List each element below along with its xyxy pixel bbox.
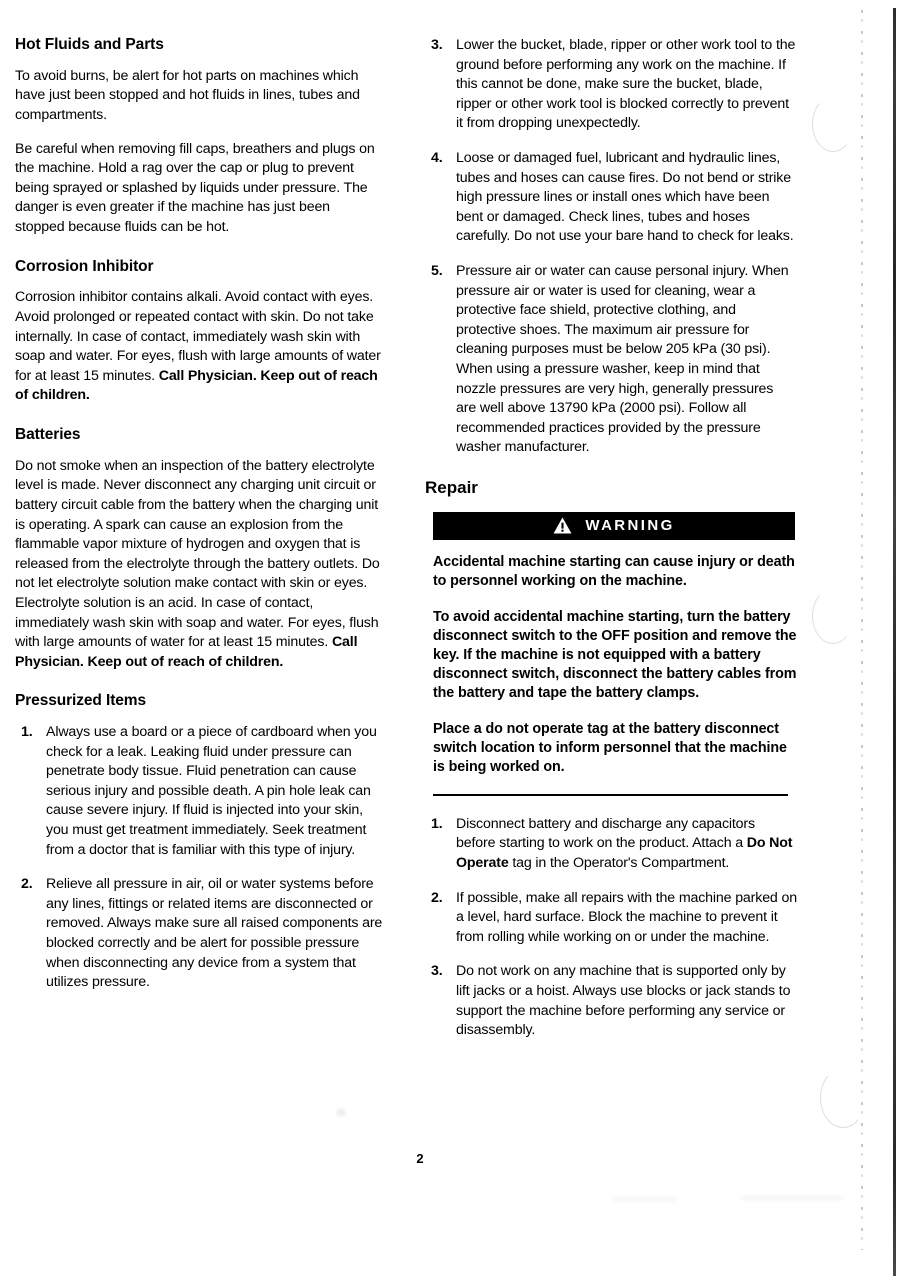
scan-arc-artifact [812, 96, 854, 152]
paragraph-hot-fluids-1: To avoid burns, be alert for hot parts on machines which have just been stopped and hot fluids in lines, tubes and compartments. [15, 67, 360, 123]
list-item-text: Always use a board or a piece of cardboard when you check for a leak. Leaking fluid under pressure can penetrate body tissue. Fluid penetration can cause serious injury and possible death. A pin hole leak can cause severe injury. If fluid is injected into your skin, you must get treatment immediately. Seek treatment from a doctor that is familiar with this type of injury. [46, 724, 377, 858]
warning-tag-notice: Place a do not operate tag at the battery disconnect switch location to inform personnel that the machine is being worked on. [433, 720, 787, 775]
section-hot-fluids-and-parts [15, 36, 383, 238]
warning-banner [433, 512, 795, 540]
batteries-text-lead: Do not smoke when an inspection of the battery electrolyte level is made. Never disconnect any charging unit circuit or battery circuit cable from the battery when the charging unit is operating. A spark can cause an explosion from the flammable vapor mixture of hydrogen and oxygen that is released from the electrolyte through the battery outlets. Do not let electrolyte solution make contact with skin or eyes. Electrolyte solution is an acid. In case of contact, immediately wash skin with soap and water. For eyes, flush with large amounts of water for at least 15 minutes. [15, 457, 380, 651]
scan-speckle-artifact [861, 10, 863, 1250]
list-item-text-after: tag in the Operator's Compartment. [508, 855, 730, 872]
list-item-text: Loose or damaged fuel, lubricant and hydraulic lines, tubes and hoses can cause fires. Do not bend or strike high pressure lines or install ones which have been bent or damaged. Check lines, tubes and hoses carefully. Do not use your bare hand to check for leaks. [456, 149, 794, 245]
scan-edge-artifact [893, 8, 896, 1276]
warning-triangle-icon [553, 517, 572, 534]
list-item-number: 3. [431, 963, 443, 980]
paragraph-batteries [15, 457, 383, 673]
list-item-text-emphasis: Do Not Operate [456, 835, 793, 872]
list-item-number: 1. [21, 724, 33, 741]
list-item-text-before: Do not work on any machine that is supported only by lift jacks or a hoist. Always use blocks or jack stands to support the machine before performing any service or disassembly. [456, 963, 791, 1039]
list-item-number: 5. [431, 262, 443, 279]
list-item-number: 4. [431, 149, 443, 166]
list-item-number: 1. [431, 815, 443, 832]
heading-hot-fluids-and-parts: Hot Fluids and Parts [15, 36, 164, 53]
warning-instruction: To avoid accidental machine starting, turn the battery disconnect switch to the OFF position and remove the key. If the machine is not equipped with a battery disconnect switch, disconnect the battery cables from the battery and tape the battery clamps. [433, 608, 797, 701]
list-item [425, 36, 797, 134]
warning-label: WARNING [585, 517, 675, 535]
heading-batteries: Batteries [15, 425, 81, 443]
list-item-number: 3. [431, 37, 443, 53]
corrosion-text-lead: Corrosion inhibitor contains alkali. Avoid contact with eyes. Avoid prolonged or repeated contact with skin. Do not take internally. In case of contact, immediately wash skin with soap and water. For eyes, flush with large amounts of water for at least 15 minutes. [15, 289, 381, 384]
paragraph-hot-fluids-2: Be careful when removing fill caps, breathers and plugs on the machine. Hold a rag over the cap or plug to prevent being sprayed or splashed by liquids under pressure. The danger is even greater if the machine has just been stopped because fluids can be hot. [15, 140, 375, 235]
list-item [15, 875, 383, 993]
scan-smudge-artifact [612, 1198, 678, 1201]
heading-pressurized-items: Pressurized Items [15, 692, 146, 710]
list-item-number: 2. [431, 889, 443, 906]
pressurized-items-list [15, 723, 383, 993]
list-item [425, 962, 797, 1040]
section-batteries [15, 426, 383, 672]
right-column [425, 36, 797, 1041]
left-column [15, 36, 383, 993]
heading-corrosion-inhibitor: Corrosion Inhibitor [15, 257, 154, 275]
list-item [15, 723, 383, 860]
scan-speck-artifact [336, 1108, 346, 1117]
scan-smudge-artifact [742, 1196, 842, 1200]
list-item-number: 2. [21, 876, 33, 893]
warning-statement: Accidental machine starting can cause injury or death to personnel working on the machine. [433, 553, 795, 589]
list-item-text-before: Disconnect battery and discharge any capacitors before starting to work on the product. Attach a [456, 815, 755, 852]
scan-arc-artifact [812, 588, 854, 644]
corrosion-text-emphasis: Call Physician. Keep out of reach of children. [15, 367, 378, 404]
page-number: 2 [416, 1151, 424, 1166]
heading-repair: Repair [425, 477, 478, 497]
section-corrosion-inhibitor [15, 258, 383, 406]
section-divider [433, 794, 788, 796]
list-item [425, 262, 797, 458]
list-item [425, 889, 797, 948]
pressurized-items-list-continued [425, 36, 797, 458]
repair-steps-list [425, 815, 797, 1041]
list-item-text: Pressure air or water can cause personal injury. When pressure air or water is used for cleaning, wear a protective face shield, protective clothing, and protective shoes. The maximum air pressure for cleaning purposes must be below 205 kPa (30 psi). When using a pressure washer, keep in mind that nozzle pressures are very high, generally pressures are well above 13790 kPa (2000 psi). Follow all recommended practices provided by the pressure washer manufacturer. [456, 262, 789, 456]
list-item [425, 815, 797, 874]
list-item [425, 149, 797, 247]
list-item-text-before: If possible, make all repairs with the machine parked on a level, hard surface. Block the machine to prevent it from rolling while working on or under the machine. [456, 889, 797, 945]
list-item-text: Relieve all pressure in air, oil or water systems before any lines, fittings or related items are disconnected or removed. Always make sure all raised components are blocked correctly and be alert for possible pressure when disconnecting any device from a system that utilizes pressure. [46, 876, 383, 991]
section-pressurized-items [15, 692, 383, 993]
scan-arc-artifact [820, 1068, 866, 1128]
batteries-text-emphasis: Call Physician. Keep out of reach of children. [15, 634, 358, 670]
list-item-text: Lower the bucket, blade, ripper or other work tool to the ground before performing any work on the machine. If this cannot be done, make sure the bucket, blade, ripper or other work tool is blocked correctly to prevent it from dropping unexpectedly. [456, 37, 796, 132]
paragraph-corrosion-inhibitor [15, 288, 383, 406]
